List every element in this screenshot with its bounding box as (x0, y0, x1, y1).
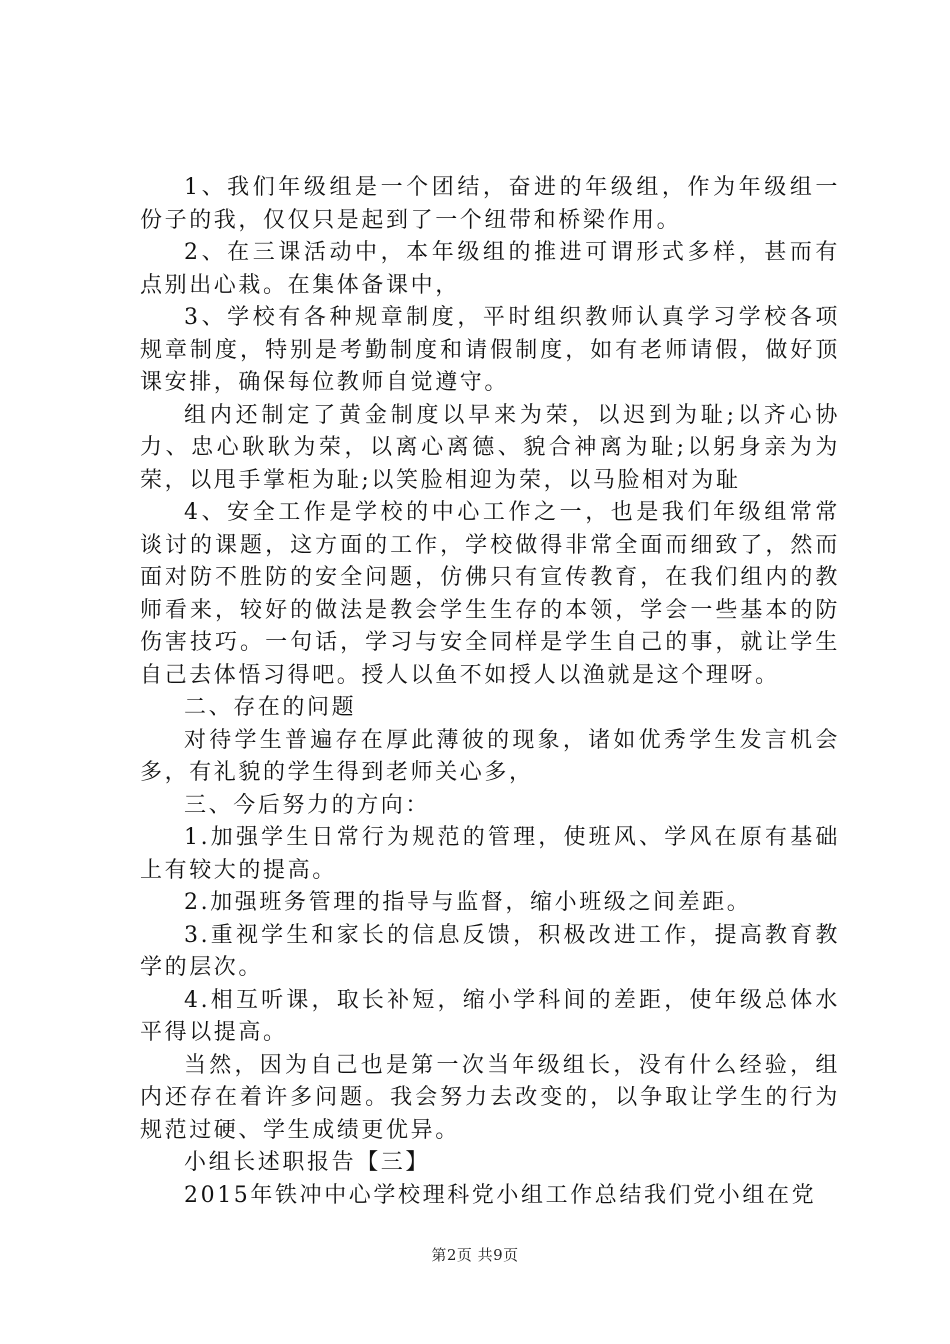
paragraph-7: 对待学生普遍存在厚此薄彼的现象，诸如优秀学生发言机会多，有礼貌的学生得到老师关心多， (140, 727, 840, 785)
section-heading-direction: 三、今后努力的方向： (184, 792, 431, 818)
paragraph-2: 2、在三课活动中，本年级组的推进可谓形式多样，甚而有点别出心栽。在集体备课中， (140, 240, 840, 298)
list-item-1: 1.加强学生日常行为规范的管理，使班风、学风在原有基础上有较大的提高。 (140, 825, 840, 883)
paragraph-4: 组内还制定了黄金制度以早来为荣，以迟到为耻;以齐心协力、忠心耿耿为荣，以离心离德、貌合神离为耻;以躬身亲为为荣，以甩手掌柜为耻;以笑脸相迎为荣，以马脸相对为耻 (140, 402, 840, 493)
paragraph-13: 当然，因为自己也是第一次当年级组长，没有什么经验，组内还存在着许多问题。我会努力去改变的，以争取让学生的行为规范过硬、学生成绩更优异。 (140, 1052, 840, 1143)
document-body (140, 172, 840, 1212)
section-title-report-three: 小组长述职报告【三】 (184, 1150, 431, 1175)
paragraph-5: 4、安全工作是学校的中心工作之一，也是我们年级组常常谈讨的课题，这方面的工作，学校做得非常全面而细致了，然而面对防不胜防的安全问题，仿佛只有宣传教育，在我们组内的教师看来，较好的做法是教会学生生存的本领，学会一些基本的防伤害技巧。一句话，学习与安全同样是学生自己的事，就让学生自己去体悟习得吧。授人以鱼不如授人以渔就是这个理呀。 (140, 500, 840, 688)
list-item-4: 4.相互听课，取长补短，缩小学科间的差距，使年级总体水平得以提高。 (140, 987, 840, 1045)
paragraph-1: 1、我们年级组是一个团结，奋进的年级组，作为年级组一份子的我，仅仅只是起到了一个纽带和桥梁作用。 (140, 175, 840, 233)
paragraph-15: 2015年铁冲中心学校理科党小组工作总结我们党小组在党 (184, 1182, 817, 1208)
page-number-footer: 第2页 共9页 (431, 1246, 519, 1264)
list-item-2: 2.加强班务管理的指导与监督，缩小班级之间差距。 (184, 890, 752, 915)
section-heading-problems: 二、存在的问题 (184, 695, 357, 720)
list-item-3: 3.重视学生和家长的信息反馈，积极改进工作，提高教育教学的层次。 (140, 922, 840, 980)
paragraph-3: 3、学校有各种规章制度，平时组织教师认真学习学校各项规章制度，特别是考勤制度和请假制度，如有老师请假，做好顶课安排，确保每位教师自觉遵守。 (140, 305, 840, 395)
